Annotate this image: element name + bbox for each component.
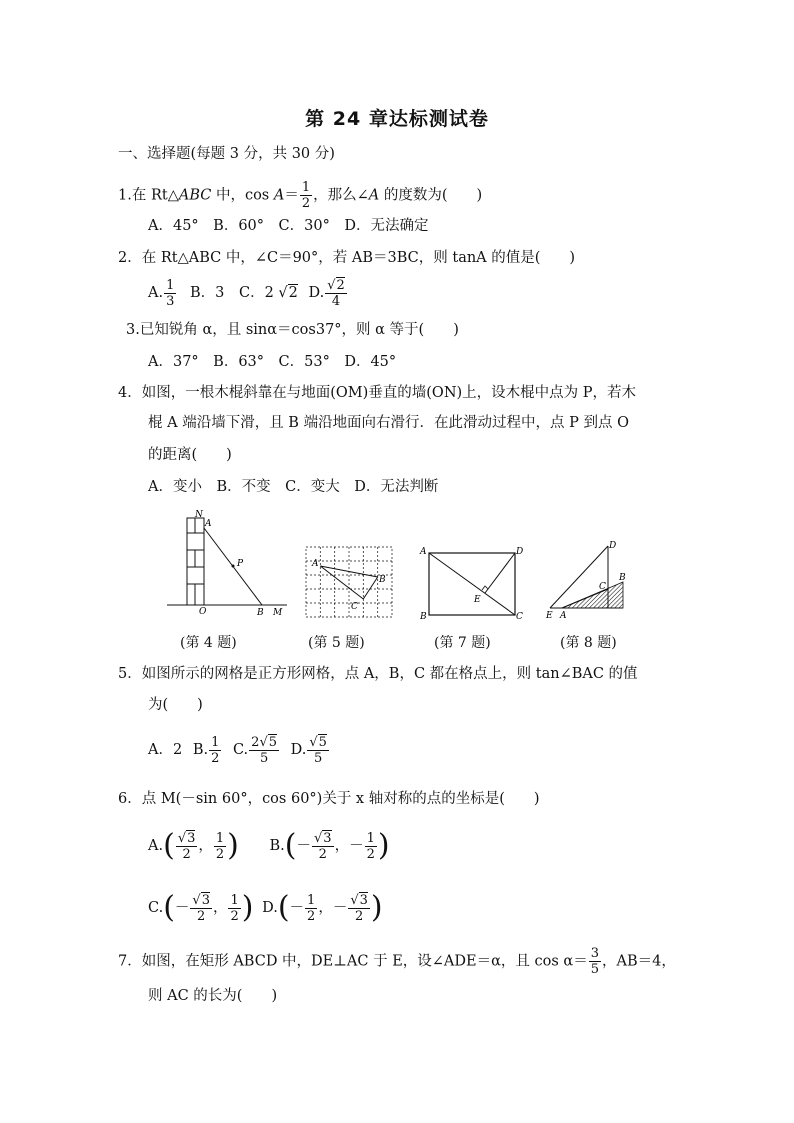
f8-label-d: D	[609, 541, 617, 551]
q6-opta-comma: ，	[198, 838, 213, 854]
q2-opta-label: A.	[148, 285, 164, 301]
question-5-line-1: 5．如图所示的网格是正方形网格，点 A，B，C 都在格点上，则 tan∠BAC 的值	[118, 666, 638, 682]
q6-optc-x: $\frac{√3}{2}$	[192, 892, 210, 924]
question-6: 6．点 M(－sin 60°，cos 60°)关于 x 轴对称的点的坐标是( )	[118, 791, 540, 807]
f4-label-a: A	[205, 519, 212, 529]
q6-optd-x-num: 1	[307, 892, 316, 908]
q6-optb-x-den: 2	[318, 846, 327, 862]
q1-frac-num: 1	[301, 180, 311, 195]
question-2: 2．在 Rt△ABC 中，∠C＝90°，若 AB＝3BC，则 tanA 的值是( )	[118, 250, 576, 266]
q5-optc-den: 5	[259, 750, 269, 766]
q6-optd-minus1: －	[289, 900, 305, 916]
f5-label-a: A	[312, 559, 319, 569]
f5-label-c: C	[351, 602, 358, 612]
q2-optd-rad: 2	[336, 277, 345, 293]
q2-optd-fraction	[325, 278, 347, 309]
question-7-line-2: 则 AC 的长为( )	[148, 988, 278, 1004]
q6-opta-label: A.	[148, 838, 164, 854]
q5-optb-den: 2	[211, 750, 220, 766]
q1-text-after: ，那么∠	[313, 187, 369, 204]
q5-optc-label: C.	[232, 742, 249, 758]
q1-options: A．45° B．60° C．30° D．无法确定	[148, 218, 429, 234]
q1-eq: ＝	[284, 187, 299, 204]
f4-label-o: O	[199, 607, 207, 617]
figure-8	[540, 538, 640, 622]
question-7-line-1	[118, 946, 676, 977]
q5-optc-coef: 2	[251, 734, 260, 750]
figure-7	[416, 544, 528, 624]
q5-optd-label: D.	[290, 742, 307, 758]
q5-opta: A．2	[148, 742, 183, 758]
caption-7: (第 7 题)	[434, 635, 491, 651]
q4-options: A．变小 B．不变 C．变大 D．无法判断	[148, 479, 439, 495]
q5-optb-label: B.	[192, 742, 209, 758]
q6-optd-y: $\frac{√3}{2}$	[350, 892, 368, 924]
f8-label-c: C	[599, 582, 606, 592]
q6-optb-y	[365, 831, 377, 862]
q5-optc-fraction	[249, 735, 279, 766]
f7-label-a: A	[420, 547, 427, 557]
q6-optb-minus1: －	[296, 838, 311, 854]
q6-optb-label: B.	[269, 838, 285, 854]
q2-opta-num: 1	[166, 277, 175, 293]
f4-label-p: P	[237, 559, 244, 569]
question-4-line-2: 棍 A 端沿墙下滑，且 B 端沿地面向右滑行．在此滑动过程中，点 P 到点 O	[148, 415, 630, 431]
q6-optd-y-rad: 3	[359, 892, 368, 908]
section-heading: 一、选择题(每题 3 分，共 30 分)	[118, 146, 335, 162]
q2-optd-num: √2	[327, 277, 345, 293]
q6-optc-x-den: 2	[197, 908, 206, 924]
f7-label-d: D	[516, 547, 524, 557]
q5-optd-den: 5	[313, 750, 323, 766]
q1-var: A	[273, 187, 285, 204]
figure-5	[303, 544, 395, 620]
f7-label-b: B	[420, 612, 427, 622]
q6-optc-y	[228, 893, 240, 924]
q2-optc-label: C．2	[238, 285, 274, 301]
q6-optd-x	[305, 893, 317, 924]
q6-optb-comma: ，	[334, 838, 350, 854]
q6-opta-x-den: 2	[182, 846, 191, 862]
q1-triangle: ABC	[178, 187, 212, 204]
q6-optc-minus: －	[174, 900, 190, 916]
q5-options	[148, 732, 330, 768]
q6-opta-y-den: 2	[215, 846, 225, 862]
q2-optd-label: D.	[308, 285, 325, 301]
q6-optc-y-den: 2	[230, 908, 239, 924]
q6-opta-y-num: 1	[215, 830, 225, 846]
q7-frac-num: 3	[590, 946, 599, 961]
q6-options-row-2: C.(－ $\frac{√3}{2}$ ， $\frac{1}{2}$ ) D.(－ $\frac{1}{2}$ ，－ $\frac{√3}{2}$ )	[148, 890, 383, 925]
q2-opta-fraction	[164, 278, 176, 309]
q6-optb-y-den: 2	[366, 846, 375, 862]
q6-optd-y-den: 2	[354, 908, 364, 924]
q6-optd-minus2: －	[332, 900, 348, 916]
q7-text-pre: 7．如图，在矩形 ABCD 中，DE⊥AC 于 E，设∠ADE＝α，且 cos α＝	[118, 953, 588, 970]
q6-options-row-1: A.( $\frac{√3}{2}$ ， $\frac{1}{2}$ ) B.(－ $\frac{√3}{2}$ ，－ $\frac{1}{2}$ )	[148, 828, 390, 863]
q6-optd-label: D.	[262, 900, 278, 916]
caption-8: (第 8 题)	[560, 635, 617, 651]
q6-opta-x-rad: 3	[187, 830, 196, 846]
caption-4: (第 4 题)	[180, 635, 237, 651]
q2-opta-den: 3	[166, 293, 175, 309]
figure-4	[165, 508, 290, 620]
f4-label-b: B	[257, 608, 264, 618]
q5-optd-num: √5	[309, 734, 327, 750]
q5-optd-rad: 5	[318, 734, 327, 750]
page-title: 第 24 章达标测试卷	[305, 108, 489, 130]
f8-label-e: E	[546, 611, 553, 621]
f8-label-a: A	[560, 611, 567, 621]
q7-fraction	[589, 946, 601, 977]
q1-frac-den: 2	[301, 196, 311, 211]
q5-optd-fraction	[307, 735, 329, 766]
q7-frac-den: 5	[590, 962, 599, 977]
q7-text-post: ，AB＝4，	[601, 953, 676, 970]
q5-optc-num: 2√5	[251, 734, 278, 750]
q1-text-before: 1.在 Rt△	[118, 187, 179, 204]
q6-optb-x: $\frac{√3}{2}$	[313, 830, 332, 862]
f5-label-b: B	[379, 575, 386, 585]
q2-optc-rad: 2	[288, 285, 298, 301]
question-4-line-1: 4．如图，一根木棍斜靠在与地面(OM)垂直的墙(ON)上，设木棍中点为 P，若木	[118, 385, 637, 401]
q6-optd-x-den: 2	[307, 908, 316, 924]
caption-5: (第 5 题)	[308, 635, 365, 651]
question-1	[118, 180, 482, 211]
question-5-line-2: 为( )	[148, 697, 203, 713]
question-4-line-3: 的距离( )	[148, 447, 232, 463]
q3-options: A．37° B．63° C．53° D．45°	[148, 354, 397, 370]
q2-optb: B．3	[189, 285, 225, 301]
q1-var2: A	[368, 187, 380, 204]
q2-optc-sqrt: √2	[278, 285, 298, 301]
q6-optb-y-num: 1	[366, 830, 375, 846]
q6-optc-x-rad: 3	[201, 892, 210, 908]
q6-optb-x-rad: 3	[323, 830, 332, 846]
q1-text-mid: 中，cos	[211, 187, 274, 204]
q6-opta-y	[214, 831, 226, 862]
q1-text-tail: 的度数为( )	[379, 187, 483, 204]
q6-optc-label: C.	[148, 900, 164, 916]
q1-fraction	[300, 180, 312, 211]
f4-label-m: M	[273, 608, 283, 618]
q2-optd-den: 4	[331, 293, 341, 309]
q6-optc-comma: ，	[212, 900, 228, 916]
q6-optd-comma: ，	[318, 900, 333, 916]
q5-optc-rad: 5	[268, 734, 278, 750]
q6-optb-minus2: －	[349, 838, 364, 854]
q2-options	[148, 276, 348, 310]
f7-label-c: C	[516, 612, 523, 622]
f4-label-n: N	[195, 510, 203, 520]
q6-optc-y-num: 1	[230, 892, 239, 908]
q6-opta-x: $\frac{√3}{2}$	[177, 830, 196, 862]
q5-optb-fraction	[209, 735, 221, 766]
q5-optb-num: 1	[211, 734, 220, 750]
f8-label-b: B	[619, 573, 626, 583]
question-3: 3.已知锐角 α，且 sinα＝cos37°，则 α 等于( )	[126, 322, 459, 338]
f7-label-e: E	[474, 595, 481, 605]
